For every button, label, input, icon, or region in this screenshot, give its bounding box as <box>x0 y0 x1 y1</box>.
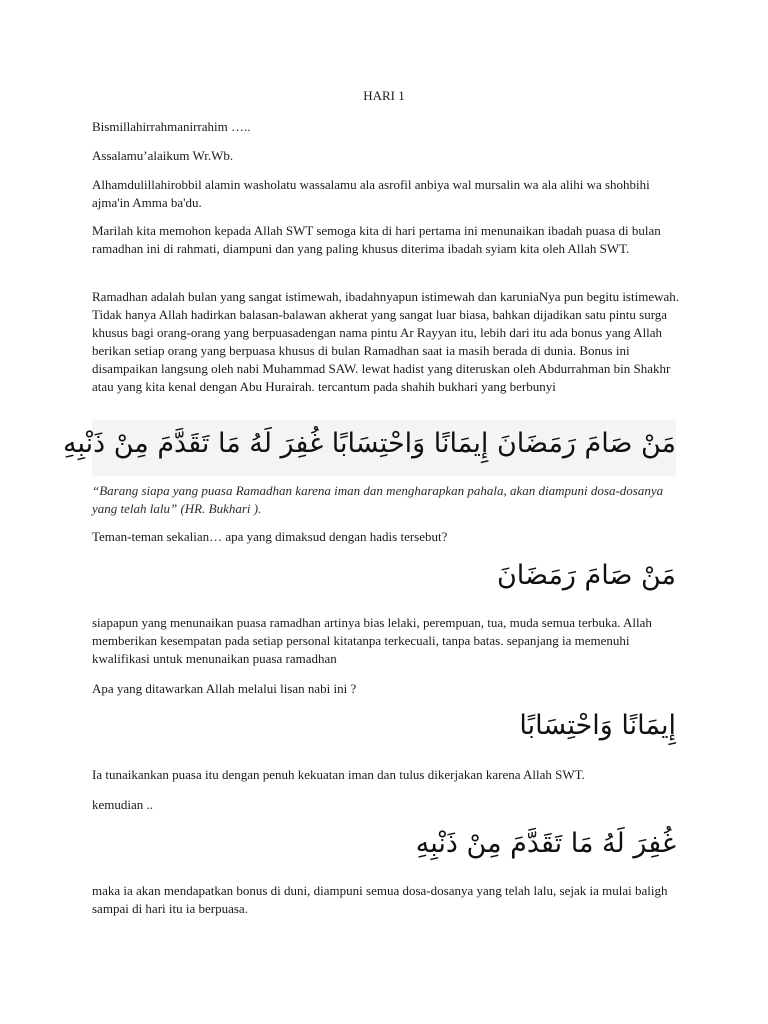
paragraph-prayer: Marilah kita memohon kepada Allah SWT semoga kita di hari pertama ini menunaikan ibadah puasa di bulan ramadhan ini di rahmati, diampuni dan yang paling khusus diterima ibadah syiam kita oleh Allah SWT. <box>92 223 661 256</box>
paragraph-question: Teman-teman sekalian… apa yang dimaksud dengan hadis tersebut? <box>92 529 448 544</box>
paragraph-then: kemudian .. <box>92 797 154 812</box>
arabic-phrase-3: غُفِرَ لَهُ مَا تَقَدَّمَ مِنْ ذَنْبِهِ <box>415 828 676 859</box>
paragraph-basmalah: Bismillahirrahmanirrahim ….. <box>92 119 251 134</box>
paragraph-question-2: Apa yang ditawarkan Allah melalui lisan nabi ini ? <box>92 681 357 696</box>
paragraph-conclusion: maka ia akan mendapatkan bonus di duni, diampuni semua dosa-dosanya yang telah lalu, sejak ia mulai baligh sampai di hari itu ia berpuasa. <box>92 883 668 916</box>
paragraph-opening-praise: Alhamdulillahirobbil alamin washolatu wassalamu ala asrofil anbiya wal mursalin wa ala alihi wa shohbihi ajma'in Amma ba'du. <box>92 177 650 210</box>
paragraph-greeting: Assalamu’alaikum Wr.Wb. <box>92 148 234 163</box>
hadith-translation-quote: “Barang siapa yang puasa Ramadhan karena iman dan mengharapkan pahala, akan diampuni dosa-dosanya yang telah lalu” (HR. Bukhari ). <box>92 483 664 516</box>
arabic-phrase-1: مَنْ صَامَ رَمَضَانَ <box>496 560 676 591</box>
paragraph-explanation-1: siapapun yang menunaikan puasa ramadhan artinya bias lelaki, perempuan, tua, muda semua terbuka. Allah memberikan kesempatan pada setiap personal kitatanpa terkecuali, tanpa batas. sepanjang ia memenuhi kwalifikasi untuk menunaikan puasa ramadhan <box>92 615 652 666</box>
arabic-phrase-2: إِيمَانًا وَاحْتِسَابًا <box>519 710 676 741</box>
paragraph-explanation-2: Ia tunaikankan puasa itu dengan penuh kekuatan iman dan tulus dikerjakan karena Allah SWT. <box>92 767 585 782</box>
paragraph-ramadhan-intro: Ramadhan adalah bulan yang sangat istimewah, ibadahnyapun istimewah dan karuniaNya pun begitu istimewah. Tidak hanya Allah hadirkan balasan-balawan akherat yang sangat luar biasa, bahkan dijadikan satu pintu surga khusus bagi orang-orang yang berpuasadengan nama pintu Ar Rayyan itu, lebih dari itu ada bonus yang Allah berikan setiap orang yang berpuasa khusus di bulan Ramadhan saat ia masih berada di dunia. Bonus ini disampaikan langsung oleh nabi Muhammad SAW. lewat hadist yang diteruskan oleh Abdurrahman bin Shakhr atau yang kita kenal dengan Abu Hurairah. tercantum pada shahih bukhari yang berbunyi <box>92 289 680 394</box>
page-title: HARI 1 <box>363 88 405 103</box>
hadith-arabic-full: مَنْ صَامَ رَمَضَانَ إِيمَانًا وَاحْتِسَابًا غُفِرَ لَهُ مَا تَقَدَّمَ مِنْ ذَنْبِهِ <box>62 428 676 459</box>
